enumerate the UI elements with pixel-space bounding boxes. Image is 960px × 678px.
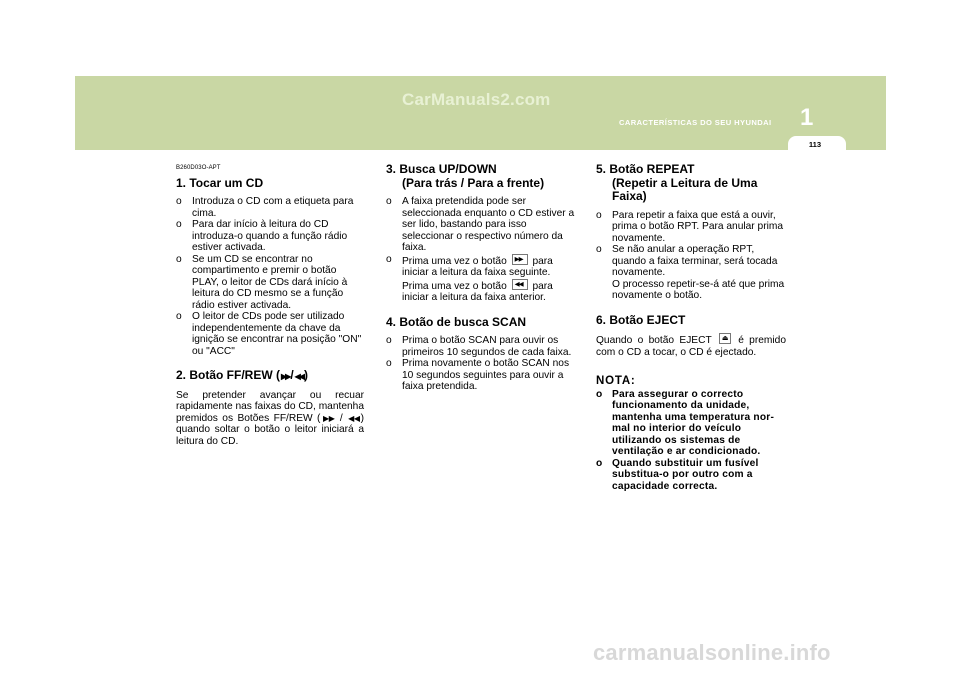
section-3-title: 3. Busca UP/DOWN (Para trás / Para a frente) — [386, 162, 545, 190]
rewind-icon: ◀◀ — [348, 413, 360, 423]
track-up-icon: ▶▶ — [512, 254, 528, 265]
track-down-icon: ◀◀ — [512, 279, 528, 290]
list-item: o Prima novamente o botão SCAN nos 10 segundos seguintes para ouvir a faixa pretendida. — [386, 358, 570, 392]
header-strip — [75, 132, 886, 150]
section-5-list — [596, 210, 786, 302]
note-title: NOTA: — [596, 375, 636, 387]
section-6-title: 6. Botão EJECT — [596, 312, 686, 327]
section-2-title: 2. Botão FF/REW (▶▶/◀◀) — [176, 368, 308, 382]
note-list — [596, 389, 786, 493]
fast-forward-icon: ▶▶ — [281, 372, 290, 381]
column-3 — [596, 163, 786, 492]
list-item: o Para dar início à leitura do CD introduza-o quando a função rádio estiver activada. — [176, 219, 348, 253]
note-block — [596, 376, 786, 492]
column-1 — [176, 163, 364, 447]
section-code: B260D03O-APT — [176, 165, 221, 171]
list-item: o Prima o botão SCAN para ouvir os primeiros 10 segundos de cada faixa. — [386, 335, 572, 358]
page-number: 113 — [808, 140, 822, 149]
list-item: o Prima uma vez o botão ▶▶ para iniciar a leitura da faixa seguinte. Prima uma vez o botão ◀◀ para iniciar a leitura da faixa anterior. — [386, 253, 553, 303]
watermark-bottom: carmanualsonline.info — [593, 640, 831, 665]
rewind-icon: ◀◀ — [294, 372, 303, 381]
list-item: o O leitor de CDs pode ser utilizado independentemente da chave da ignição se encontrar na posição "ON" ou "ACC" — [176, 311, 362, 357]
list-item: o A faixa pretendida pode ser seleccionada enquanto o CD estiver a ser lido, bastando para isso seleccionar o respectivo número da faixa. — [386, 196, 575, 253]
section-4-title: 4. Botão de busca SCAN — [386, 314, 527, 329]
section-6-body: Quando o botão EJECT ⏏ é premido com o CD a tocar, o CD é ejectado. — [596, 335, 786, 358]
section-5-title: 5. Botão REPEAT (Repetir a Leitura de Uma Faixa) — [596, 162, 758, 203]
list-item: o Se um CD se encontrar no compartimento e premir o botão PLAY, o leitor de CDs dará início à leitura do CD mesmo se a função rádio estiver activada. — [176, 253, 348, 311]
section-1-title: 1. Tocar um CD — [176, 175, 264, 190]
list-item: o Para assegurar o correcto funcionamento da unidade, mantenha uma temperatura nor-mal no interior do veículo utilizando os sistemas de ventilação e ar condicionado. — [596, 388, 775, 457]
chapter-number: 1 — [800, 104, 814, 131]
section-1-list — [176, 196, 364, 357]
fast-forward-icon: ▶▶ — [321, 413, 335, 423]
column-2 — [386, 163, 575, 393]
list-item: o Se não anular a operação RPT, quando a faixa terminar, será tocada novamente. O processo repetir-se-á até que prima novamente o botão. — [596, 244, 785, 301]
eject-icon: ⏏ — [719, 333, 731, 344]
chapter-title: CARACTERÍSTICAS DO SEU HYUNDAI — [619, 118, 772, 127]
section-4-list — [386, 335, 575, 393]
watermark-top: CarManuals2.com — [402, 90, 551, 109]
list-item: o Para repetir a faixa que está a ouvir, prima o botão RPT. Para anular prima novamente. — [596, 209, 784, 244]
list-item: o Introduza o CD com a etiqueta para cima. — [176, 196, 354, 219]
list-item: o Quando substituir um fusível substitua-o por outro com a capacidade correcta. — [596, 457, 759, 492]
section-2-body: Se pretender avançar ou recuar rapidamente nas faixas do CD, mantenha premidos os Botões FF/REW (▶▶ / ◀◀) quando soltar o botão o leitor iniciará a leitura do CD. — [176, 389, 365, 447]
section-3-list — [386, 196, 575, 304]
